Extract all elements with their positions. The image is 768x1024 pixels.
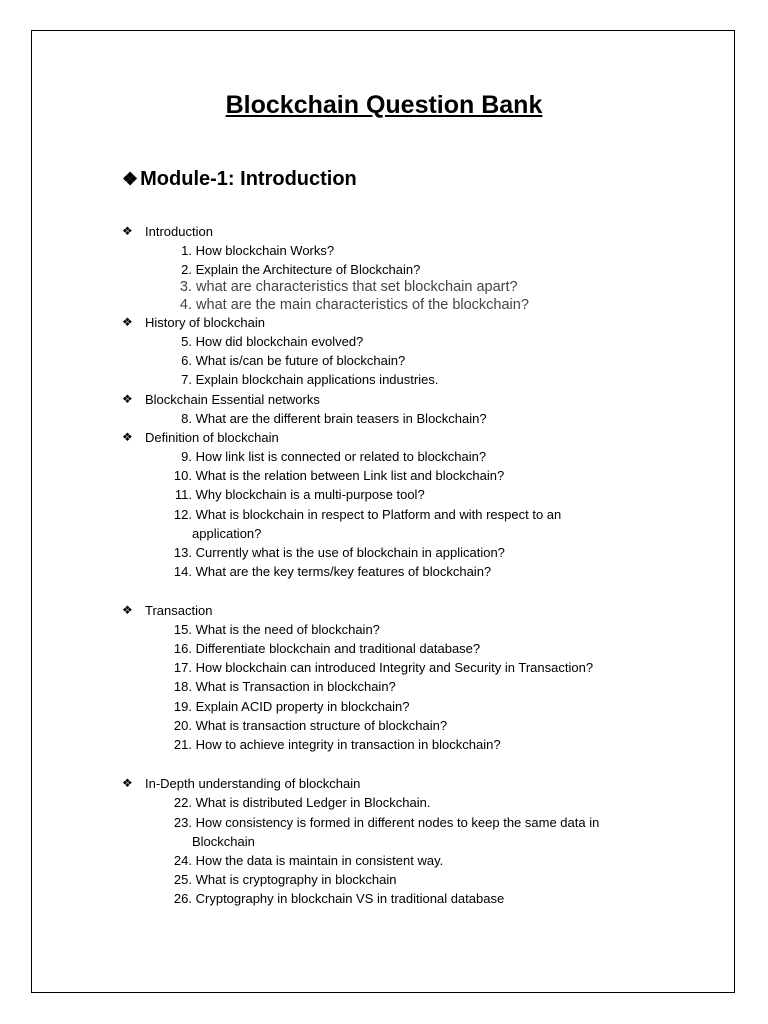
diamond-bullet-icon: ❖: [122, 392, 133, 406]
question-item: 23. How consistency is formed in different nodes to keep the same data in: [173, 815, 600, 830]
topic-label: Blockchain Essential networks: [145, 392, 320, 407]
diamond-bullet-icon: ❖: [122, 430, 133, 444]
topic-essential-networks: [122, 390, 320, 409]
topic-label: Transaction: [145, 603, 213, 618]
question-item: 5. How did blockchain evolved?: [181, 334, 364, 349]
question-item: 20. What is transaction structure of blockchain?: [173, 718, 448, 733]
topic-label: Definition of blockchain: [145, 430, 279, 445]
question-item: 21. How to achieve integrity in transaction in blockchain?: [173, 737, 501, 752]
module-heading: [122, 166, 357, 192]
question-item: 2. Explain the Architecture of Blockchain?: [181, 262, 421, 277]
topic-introduction: [122, 222, 213, 241]
question-item: 15. What is the need of blockchain?: [173, 622, 380, 637]
question-item: 11. Why blockchain is a multi-purpose tool?: [174, 487, 425, 502]
question-item: 19. Explain ACID property in blockchain?: [173, 699, 410, 714]
module-title: Module-1: Introduction: [140, 168, 357, 190]
question-item: 26. Cryptography in blockchain VS in traditional database: [173, 891, 505, 906]
topic-history: [122, 313, 265, 332]
question-item: 9. How link list is connected or related to blockchain?: [181, 449, 487, 464]
question-item: 16. Differentiate blockchain and traditional database?: [173, 641, 481, 656]
question-item: 24. How the data is maintain in consistent way.: [173, 853, 444, 868]
question-item: 7. Explain blockchain applications industries.: [181, 372, 439, 387]
question-continuation: application?: [192, 526, 262, 541]
topic-label: In-Depth understanding of blockchain: [145, 776, 361, 791]
topic-label: History of blockchain: [145, 315, 265, 330]
question-item: 14. What are the key terms/key features of blockchain?: [173, 564, 492, 579]
document-title: Blockchain Question Bank: [225, 91, 543, 119]
question-item: 4. what are the main characteristics of the blockchain?: [179, 297, 529, 313]
question-item: 1. How blockchain Works?: [181, 243, 335, 258]
question-continuation: Blockchain: [192, 834, 255, 849]
diamond-bullet-icon: ❖: [122, 776, 133, 790]
question-item: 13. Currently what is the use of blockchain in application?: [173, 545, 505, 560]
question-item: 8. What are the different brain teasers in Blockchain?: [181, 411, 487, 426]
question-item: 3. what are characteristics that set blockchain apart?: [179, 279, 518, 295]
question-item: 6. What is/can be future of blockchain?: [181, 353, 406, 368]
topic-in-depth: [122, 774, 361, 793]
question-item: 10. What is the relation between Link list and blockchain?: [173, 468, 505, 483]
diamond-bullet-icon: ❖: [122, 224, 133, 238]
diamond-bullet-icon: ❖: [122, 315, 133, 329]
topic-transaction: [122, 601, 213, 620]
question-item: 12. What is blockchain in respect to Platform and with respect to an: [173, 507, 562, 522]
question-item: 17. How blockchain can introduced Integrity and Security in Transaction?: [173, 660, 594, 675]
question-item: 25. What is cryptography in blockchain: [173, 872, 397, 887]
topic-label: Introduction: [145, 224, 213, 239]
question-item: 22. What is distributed Ledger in Blockchain.: [173, 795, 431, 810]
question-item: 18. What is Transaction in blockchain?: [173, 679, 396, 694]
diamond-bullet-icon: ❖: [122, 603, 133, 617]
diamond-bullet-icon: ❖: [122, 169, 139, 189]
topic-definition: [122, 428, 279, 447]
